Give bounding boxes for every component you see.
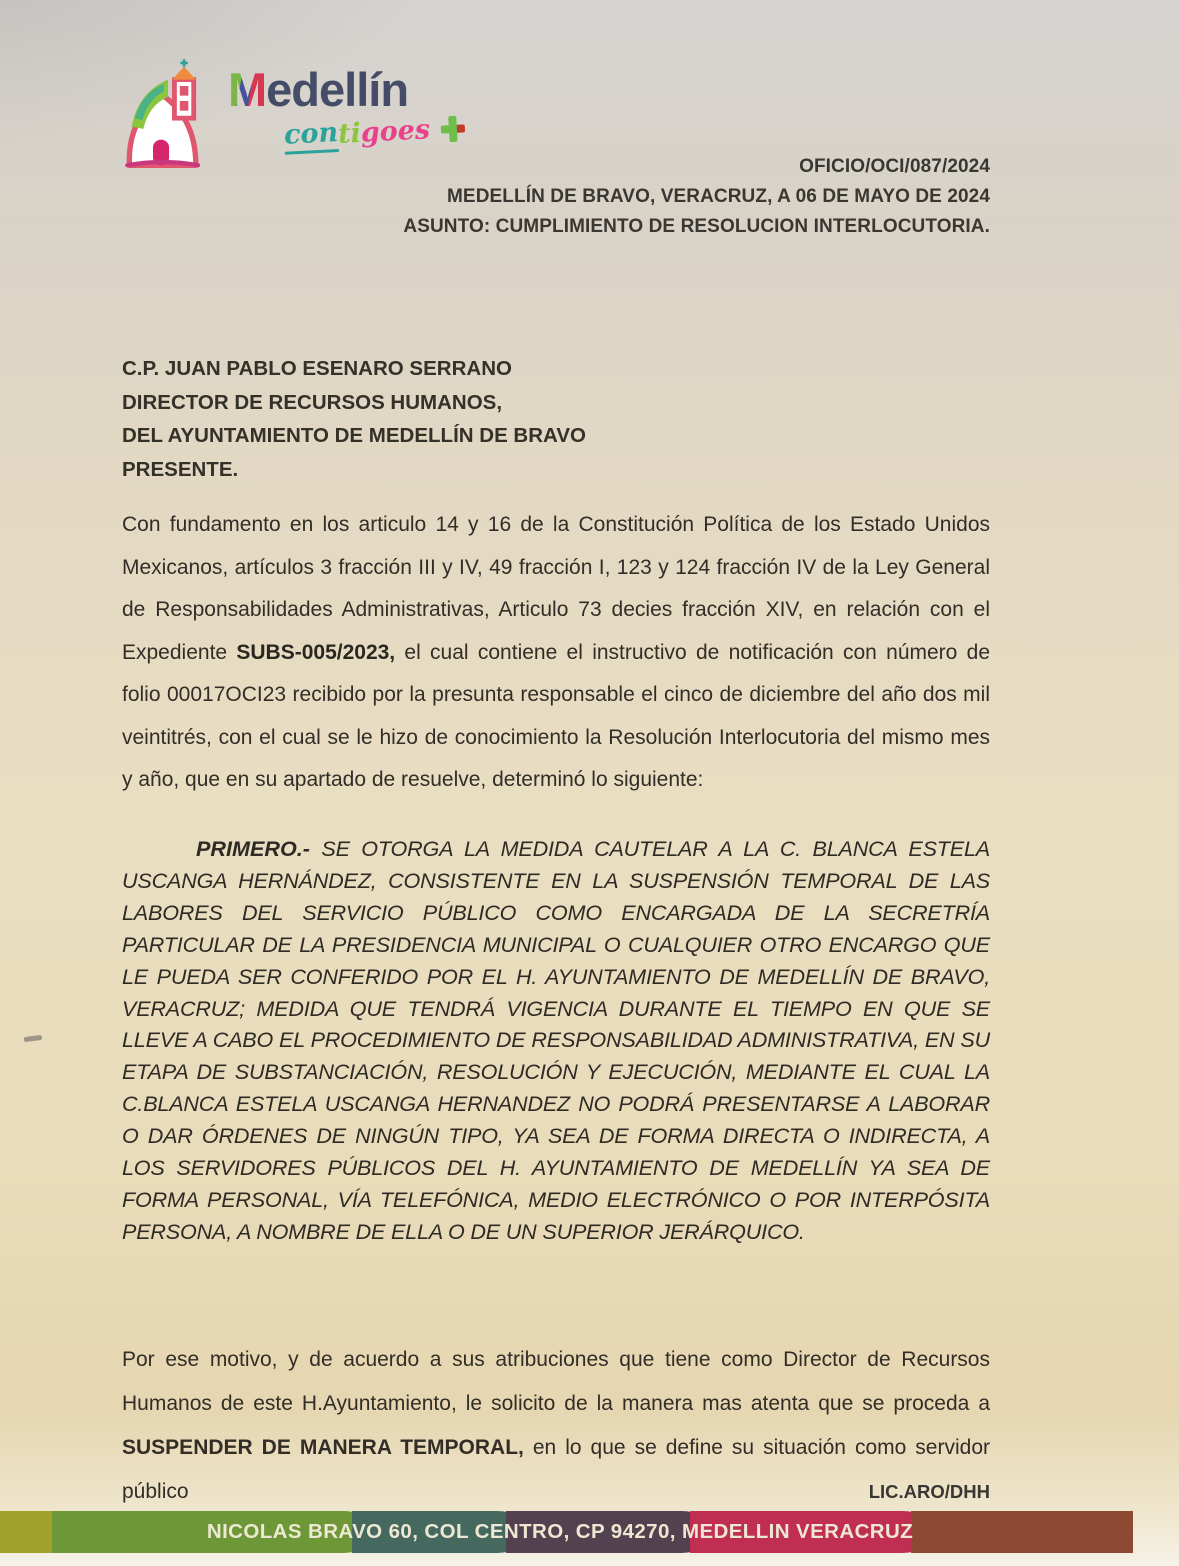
recipient-name: C.P. JUAN PABLO ESENARO SERRANO — [122, 357, 512, 380]
scan-artifact — [24, 1035, 42, 1042]
place-date-line: MEDELLÍN DE BRAVO, VERACRUZ, A 06 DE MAYO DE 2024 — [447, 186, 990, 207]
reference-initials: LIC.ARO/DHH — [868, 1481, 990, 1502]
paragraph-legal-basis-text-2: el cual contiene el instructivo de notificación con número de folio 00017OCI23 recibido por la presunta responsable el cinco de diciembre del año dos mil veintitrés, con el cual se le hizo de conocimiento la Resolución Interlocutoria del mismo mes y año, que en su apartado de resuelve, determinó lo siguiente: — [122, 640, 990, 791]
recipient-title: DIRECTOR DE RECURSOS HUMANOS, — [122, 390, 503, 414]
logo-wordmark-m: M — [228, 63, 267, 116]
logo-tagline — [283, 110, 469, 155]
logo-text — [228, 63, 468, 151]
logo-wordmark-rest: edellín — [266, 63, 409, 116]
recipient-salutation: PRESENTE. — [122, 457, 239, 481]
paragraph-closing — [122, 1338, 990, 1514]
oficio-number: OFICIO/OCI/087/2024 — [799, 156, 990, 177]
plus-icon — [437, 113, 469, 145]
logo-tagline-part2: ti — [337, 117, 362, 150]
paragraph-legal-basis — [122, 504, 990, 802]
expediente-number: SUBS-005/2023, — [236, 640, 396, 664]
paragraph-closing-text-2: en lo que se define su situación como servidor público — [122, 1436, 990, 1503]
logo-tagline-part1: con — [283, 117, 339, 155]
paragraph-resolution-primero — [122, 833, 990, 1248]
recipient-block — [122, 352, 586, 486]
paragraph-legal-basis-text-1: Con fundamento en los articulo 14 y 16 de la Constitución Política de los Estado Unidos Mexicanos, artículos 3 fracción III y IV, 49 fracción I, 123 y 124 fracción IV de la Ley General de Responsabilidades Administrativas, Articulo 73 decies fracción XIV, en relación con el Expediente — [122, 513, 990, 664]
resolution-label: PRIMERO.- — [196, 836, 310, 861]
footer-address: NICOLAS BRAVO 60, COL CENTRO, CP 94270, MEDELLIN VERACRUZ — [206, 1520, 914, 1543]
paragraph-closing-text-1: Por ese motivo, y de acuerdo a sus atribuciones que tiene como Director de Recursos Humanos de este H.Ayuntamiento, le solicito de la manera mas atenta que se proceda a — [122, 1348, 990, 1415]
logo-wordmark — [228, 63, 468, 116]
subject-line: ASUNTO: CUMPLIMIENTO DE RESOLUCION INTERLOCUTORIA. — [403, 216, 990, 237]
recipient-entity: DEL AYUNTAMIENTO DE MEDELLÍN DE BRAVO — [122, 424, 586, 447]
resolution-text: SE OTORGA LA MEDIDA CAUTELAR A LA C. BLANCA ESTELA USCANGA HERNÁNDEZ, CONSISTENTE EN LA SUSPENSIÓN TEMPORAL DE LAS LABORES DEL SERVICIO PÚBLICO COMO ENCARGADA DE LA SECRETRÍA PARTICULAR DE LA PRESIDENCIA MUNICIPAL O CUALQUIER OTRO ENCARGO QUE LE PUEDA SER CONFERIDO POR EL H. AYUNTAMIENTO DE MEDELLÍN DE BRAVO, VERACRUZ; MEDIDA QUE TENDRÁ VIGENCIA DURANTE EL TIEMPO EN QUE SE LLEVE A CABO EL PROCEDIMIENTO DE RESPONSABILIDAD ADMINISTRATIVA, EN SU ETAPA DE SUBSTANCIACIÓN, RESOLUCIÓN Y EJECUCIÓN, MEDIANTE EL CUAL LA C.BLANCA ESTELA USCANGA HERNANDEZ NO PODRÁ PRESENTARSE A LABORAR O DAR ÓRDENES DE NINGÚN TIPO, YA SEA DE FORMA DIRECTA O INDIRECTA, A LOS SERVIDORES PÚBLICOS DEL H. AYUNTAMIENTO DE MEDELLÍN YA SEA DE FORMA PERSONAL, VÍA TELEFÓNICA, MEDIO ELECTRÓNICO O POR INTERPÓSITA PERSONA, A NOMBRE DE ELLA O DE UN SUPERIOR JERÁRQUICO. — [122, 836, 990, 1244]
logo-tagline-part3: goes — [360, 114, 431, 149]
letter-header — [403, 152, 990, 242]
church-icon — [112, 56, 224, 176]
suspension-phrase: SUSPENDER DE MANERA TEMPORAL, — [122, 1436, 524, 1459]
